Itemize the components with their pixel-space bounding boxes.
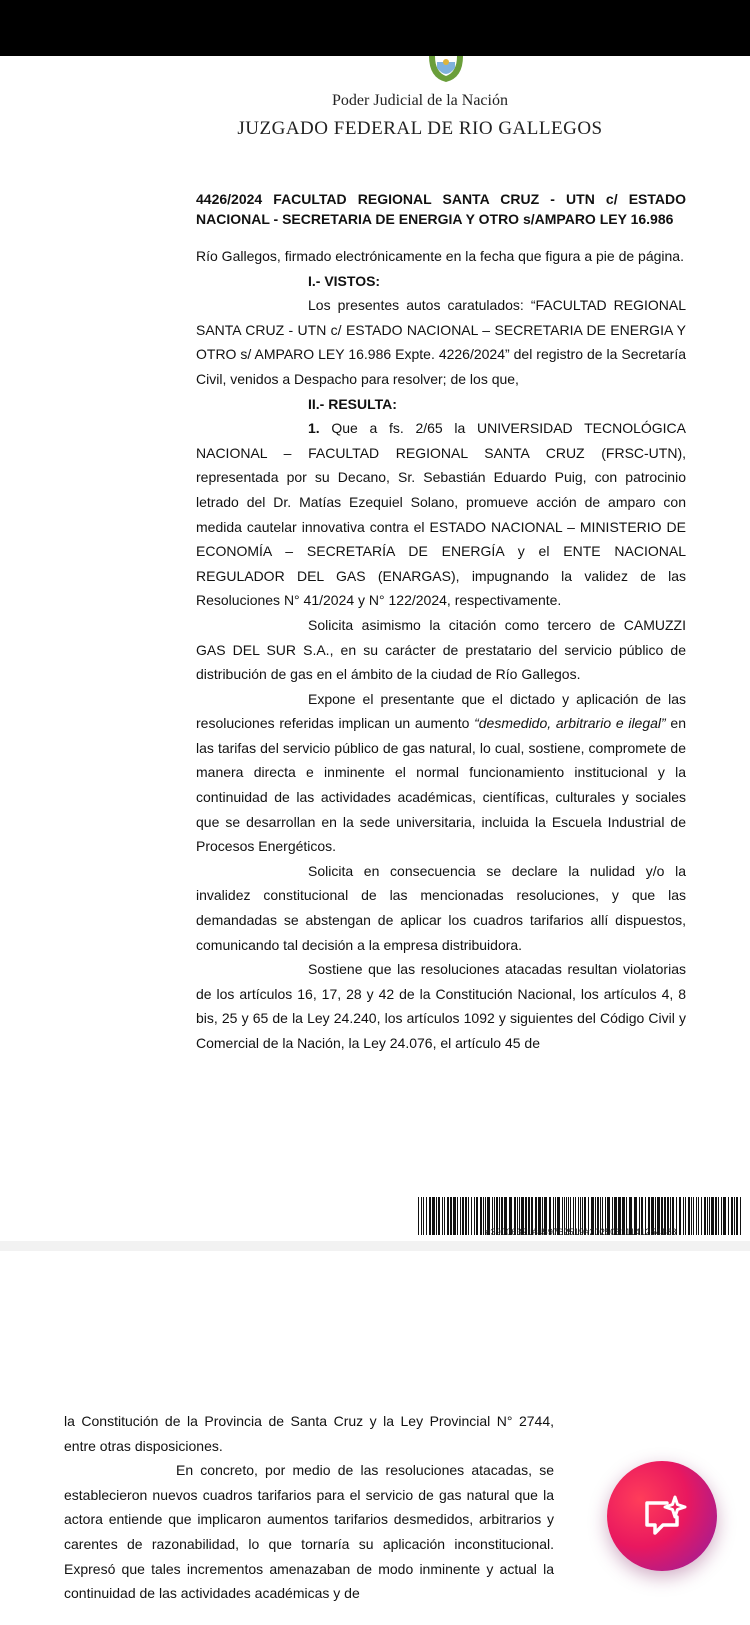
ai-assistant-button[interactable] <box>607 1461 717 1571</box>
document-body <box>196 244 686 1056</box>
paragraph-1-text: Que a fs. 2/65 la UNIVERSIDAD TECNOLÓGICA NACIONAL – FACULTAD REGIONAL SANTA CRUZ (FRSC-UTN), representada por su Decano, Sr. Sebastián Eduardo Puig, con patrocinio letrado del Dr. Matías Ezequiel Solano, promueve acción de amparo con medida cautelar innovativa contra el ESTADO NACIONAL – MINISTERIO DE ECONOMÍA – SECRETARÍA DE ENERGÍA y el ENTE NACIONAL REGULADOR DEL GAS (ENARGAS), impugnando la validez de las Resoluciones N° 41/2024 y N° 122/2024, respectivamente. <box>196 420 686 609</box>
resulta-paragraph-4: Solicita en consecuencia se declare la nulidad y/o la invalidez constitucional de las mencionadas resoluciones, y que las demandadas se abstengan de aplicar los cuadros tarifarios allí dispuestos, comunicando tal decisión a la empresa distribuidora. <box>196 862 686 953</box>
top-status-bar <box>0 0 750 56</box>
resulta-paragraph-1 <box>196 416 686 613</box>
ai-chat-sparkle-icon <box>637 1491 687 1541</box>
paragraph-number: 1. <box>308 420 320 437</box>
document-page-2 <box>0 1251 750 1625</box>
resulta-heading: II.- RESULTA: <box>308 395 397 412</box>
document-body-continued <box>64 1409 554 1606</box>
vistos-heading: I.- VISTOS: <box>308 272 381 289</box>
court-header: JUZGADO FEDERAL DE RIO GALLEGOS <box>237 118 603 139</box>
intro-paragraph: Río Gallegos, firmado electrónicamente en la fecha que figura a pie de página. <box>196 248 684 264</box>
paragraph-3-text-a: Expone el presentante que el dictado y aplicación de las resoluciones referidas implican un aumento <box>196 690 686 732</box>
paragraph-3-text-b: en las tarifas del servicio público de gas natural, lo cual, sostiene, compromete de manera directa e inminente el normal funcionamiento institucional y la continuidad de las actividades académicas, científicas, culturales y sociales que se desarrollan en la sede universitaria, incluida la Escuela Industrial de Procesos Energéticos. <box>196 715 686 855</box>
resulta-paragraph-5: Sostiene que las resoluciones atacadas resultan violatorias de los artículos 16, 17, 28 y 42 de la Constitución Nacional, los artículos 4, 8 bis, 25 y 65 de la Ley 24.240, los artículos 1092 y siguientes del Código Civil y Comercial de la Nación, la Ley 24.076, el artículo 45 de <box>196 961 686 1051</box>
resulta-paragraph-3 <box>196 687 686 859</box>
case-caption: 4426/2024 FACULTAD REGIONAL SANTA CRUZ - UTN c/ ESTADO NACIONAL - SECRETARIA DE ENERGIA Y OTRO s/AMPARO LEY 16.986 <box>196 191 686 227</box>
resulta-paragraph-6: En concreto, por medio de las resoluciones atacadas, se establecieron nuevos cuadros tarifarios para el servicio de gas natural que la actora entiende que implicaron aumentos tarifarios desmedidos, arbitrarios y carentes de razonabilidad, lo que tornaría su aplicación inconstitucional. Expresó que tales incrementos amenazaban de modo inminente y actual la continuidad de las actividades académicas y de <box>64 1462 554 1602</box>
vistos-paragraph: Los presentes autos caratulados: “FACULTAD REGIONAL SANTA CRUZ - UTN c/ ESTADO NACIONAL – SECRETARIA DE ENERGIA Y OTRO s/ AMPARO LEY 16.986 Expte. 4226/2024” del registro de la Secretaría Civil, venidos a Despacho para resolver; de los que, <box>196 297 686 387</box>
national-emblem-icon <box>425 56 467 82</box>
institution-header: Poder Judicial de la Nación <box>332 92 508 109</box>
quoted-phrase: “desmedido, arbitrario e ilegal” <box>474 715 666 732</box>
resulta-paragraph-2: Solicita asimismo la citación como tercero de CAMUZZI GAS DEL SUR S.A., en su carácter de prestatario del servicio público de distribución de gas en el ámbito de la ciudad de Río Gallegos. <box>196 616 686 683</box>
continued-paragraph: la Constitución de la Provincia de Santa Cruz y la Ley Provincial N° 2744, entre otras disposiciones. <box>64 1413 554 1454</box>
barcode-number: #39006321#459762519#20250611141254188 <box>485 1227 677 1237</box>
document-page-1 <box>0 56 750 1241</box>
